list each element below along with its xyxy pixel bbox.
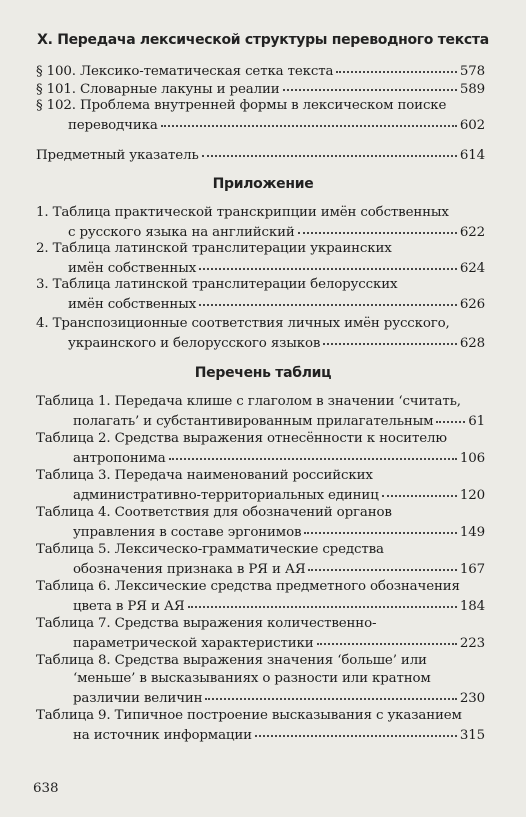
toc-entry-line [73, 559, 485, 579]
toc-entry-text: Таблица 8. Средства выражения значения ‘больше’ или [36, 653, 427, 668]
toc-entry-text: Таблица 4. Соответствия для обозначений органов [36, 505, 392, 520]
toc-entry-text: 2. Таблица латинской транслитерации украинских [36, 241, 392, 256]
toc-entry-text: Предметный указатель [36, 148, 199, 163]
toc-entry-page: 184 [459, 599, 485, 614]
toc-entry-page: 624 [459, 261, 485, 276]
toc-entry-text: имён собственных [68, 297, 197, 312]
section-heading: Перечень таблиц [194, 365, 332, 381]
toc-entry-line [73, 725, 485, 745]
dot-leader [304, 520, 457, 534]
toc-entry-text: Таблица 2. Средства выражения отнесённости к носителю [36, 431, 447, 446]
dot-leader [169, 446, 457, 460]
dot-leader [202, 143, 457, 157]
toc-entry-text: административно-территориальных единиц [73, 488, 379, 503]
toc-entry-page: 61 [468, 414, 485, 429]
toc-entry-page: 167 [459, 562, 485, 577]
toc-entry-text: управления в составе эргонимов [73, 525, 302, 540]
toc-entry-line [73, 448, 485, 468]
toc-entry-page: 628 [459, 336, 485, 351]
toc-entry-line [36, 652, 485, 670]
toc-entry-page: 626 [459, 297, 485, 312]
toc-entry-text: украинского и белорусского языков [68, 336, 321, 351]
toc-entry-text: Таблица 3. Передача наименований российских [36, 468, 373, 483]
dot-leader [205, 686, 456, 700]
toc-entry-text: 4. Транспозиционные соответствия личных имён русского, [36, 316, 450, 331]
dot-leader [317, 631, 457, 645]
toc-entry-text: § 100. Лексико-тематическая сетка текста [36, 64, 334, 79]
dot-leader [436, 409, 465, 423]
dot-leader [336, 59, 457, 73]
toc-entry-text: параметрической характеристики [73, 636, 314, 651]
toc-entry-line [68, 222, 485, 242]
section-heading: X. Передача лексической структуры переводного текста [37, 32, 489, 48]
toc-entry-line [73, 522, 485, 542]
toc-entry-text: с русского языка на английский [68, 225, 295, 240]
toc-entry-page: 223 [459, 636, 485, 651]
toc-entry-text: Таблица 6. Лексические средства предметного обозначения [36, 579, 460, 594]
toc-entry-text: полагать’ и субстантивированным прилагательным [73, 414, 434, 429]
toc-entry-text: 3. Таблица латинской транслитерации белорусских [36, 277, 398, 292]
section-heading: Приложение [212, 176, 314, 192]
toc-entry-line [68, 333, 485, 353]
toc-entry-page: 120 [459, 488, 485, 503]
dot-leader [308, 557, 456, 571]
toc-entry-page: 589 [459, 82, 485, 97]
toc-entry-text: различии величин [73, 691, 203, 706]
dot-leader [323, 331, 457, 345]
toc-entry-text: Таблица 5. Лексическо-грамматические средства [36, 542, 384, 557]
toc-entry-text: Таблица 7. Средства выражения количественно- [36, 616, 377, 631]
toc-entry-line [36, 393, 485, 411]
toc-entry-page: 149 [459, 525, 485, 540]
page-number: 638 [33, 781, 59, 796]
toc-entry-text: 1. Таблица практической транскрипции имён собственных [36, 205, 449, 220]
dot-leader [283, 77, 457, 91]
toc-entry-page: 315 [459, 728, 485, 743]
toc-entry-text: имён собственных [68, 261, 197, 276]
dot-leader [199, 292, 457, 306]
toc-entry-page: 622 [459, 225, 485, 240]
toc-entry-text: переводчика [68, 118, 158, 133]
toc-entry-line [73, 411, 485, 431]
toc-entry-text: ‘меньше’ в высказываниях о разности или кратном [73, 671, 431, 686]
toc-entry-page: 106 [459, 451, 485, 466]
toc-entry-page: 578 [459, 64, 485, 79]
dot-leader [298, 220, 457, 234]
toc-entry-line [68, 115, 485, 135]
dot-leader [382, 483, 457, 497]
dot-leader [188, 594, 457, 608]
dot-leader [161, 113, 457, 127]
toc-entry-line [73, 485, 485, 505]
toc-entry-line [73, 633, 485, 653]
toc-entry-text: Таблица 1. Передача клише с глаголом в значении ‘считать, [36, 394, 461, 409]
toc-entry-line [68, 294, 485, 314]
toc-entry-text: обозначения признака в РЯ и АЯ [73, 562, 306, 577]
toc-entry [36, 145, 485, 165]
toc-entry-line [68, 258, 485, 278]
dot-leader [255, 723, 457, 737]
toc-entry-text: Таблица 9. Типичное построение высказывания с указанием [36, 708, 462, 723]
toc-entry-text: антропонима [73, 451, 166, 466]
toc-entry-text: цвета в РЯ и АЯ [73, 599, 185, 614]
toc-entry [36, 79, 485, 99]
toc-entry-page: 614 [459, 148, 485, 163]
toc-entry-page: 602 [459, 118, 485, 133]
dot-leader [199, 256, 457, 270]
toc-entry-line [73, 596, 485, 616]
toc-entry-text: на источник информации [73, 728, 252, 743]
toc-entry-text: § 101. Словарные лакуны и реалии [36, 82, 280, 97]
toc-entry-line [73, 688, 485, 708]
toc-entry-page: 230 [459, 691, 485, 706]
toc-entry-text: § 102. Проблема внутренней формы в лексическом поиске [36, 98, 447, 113]
